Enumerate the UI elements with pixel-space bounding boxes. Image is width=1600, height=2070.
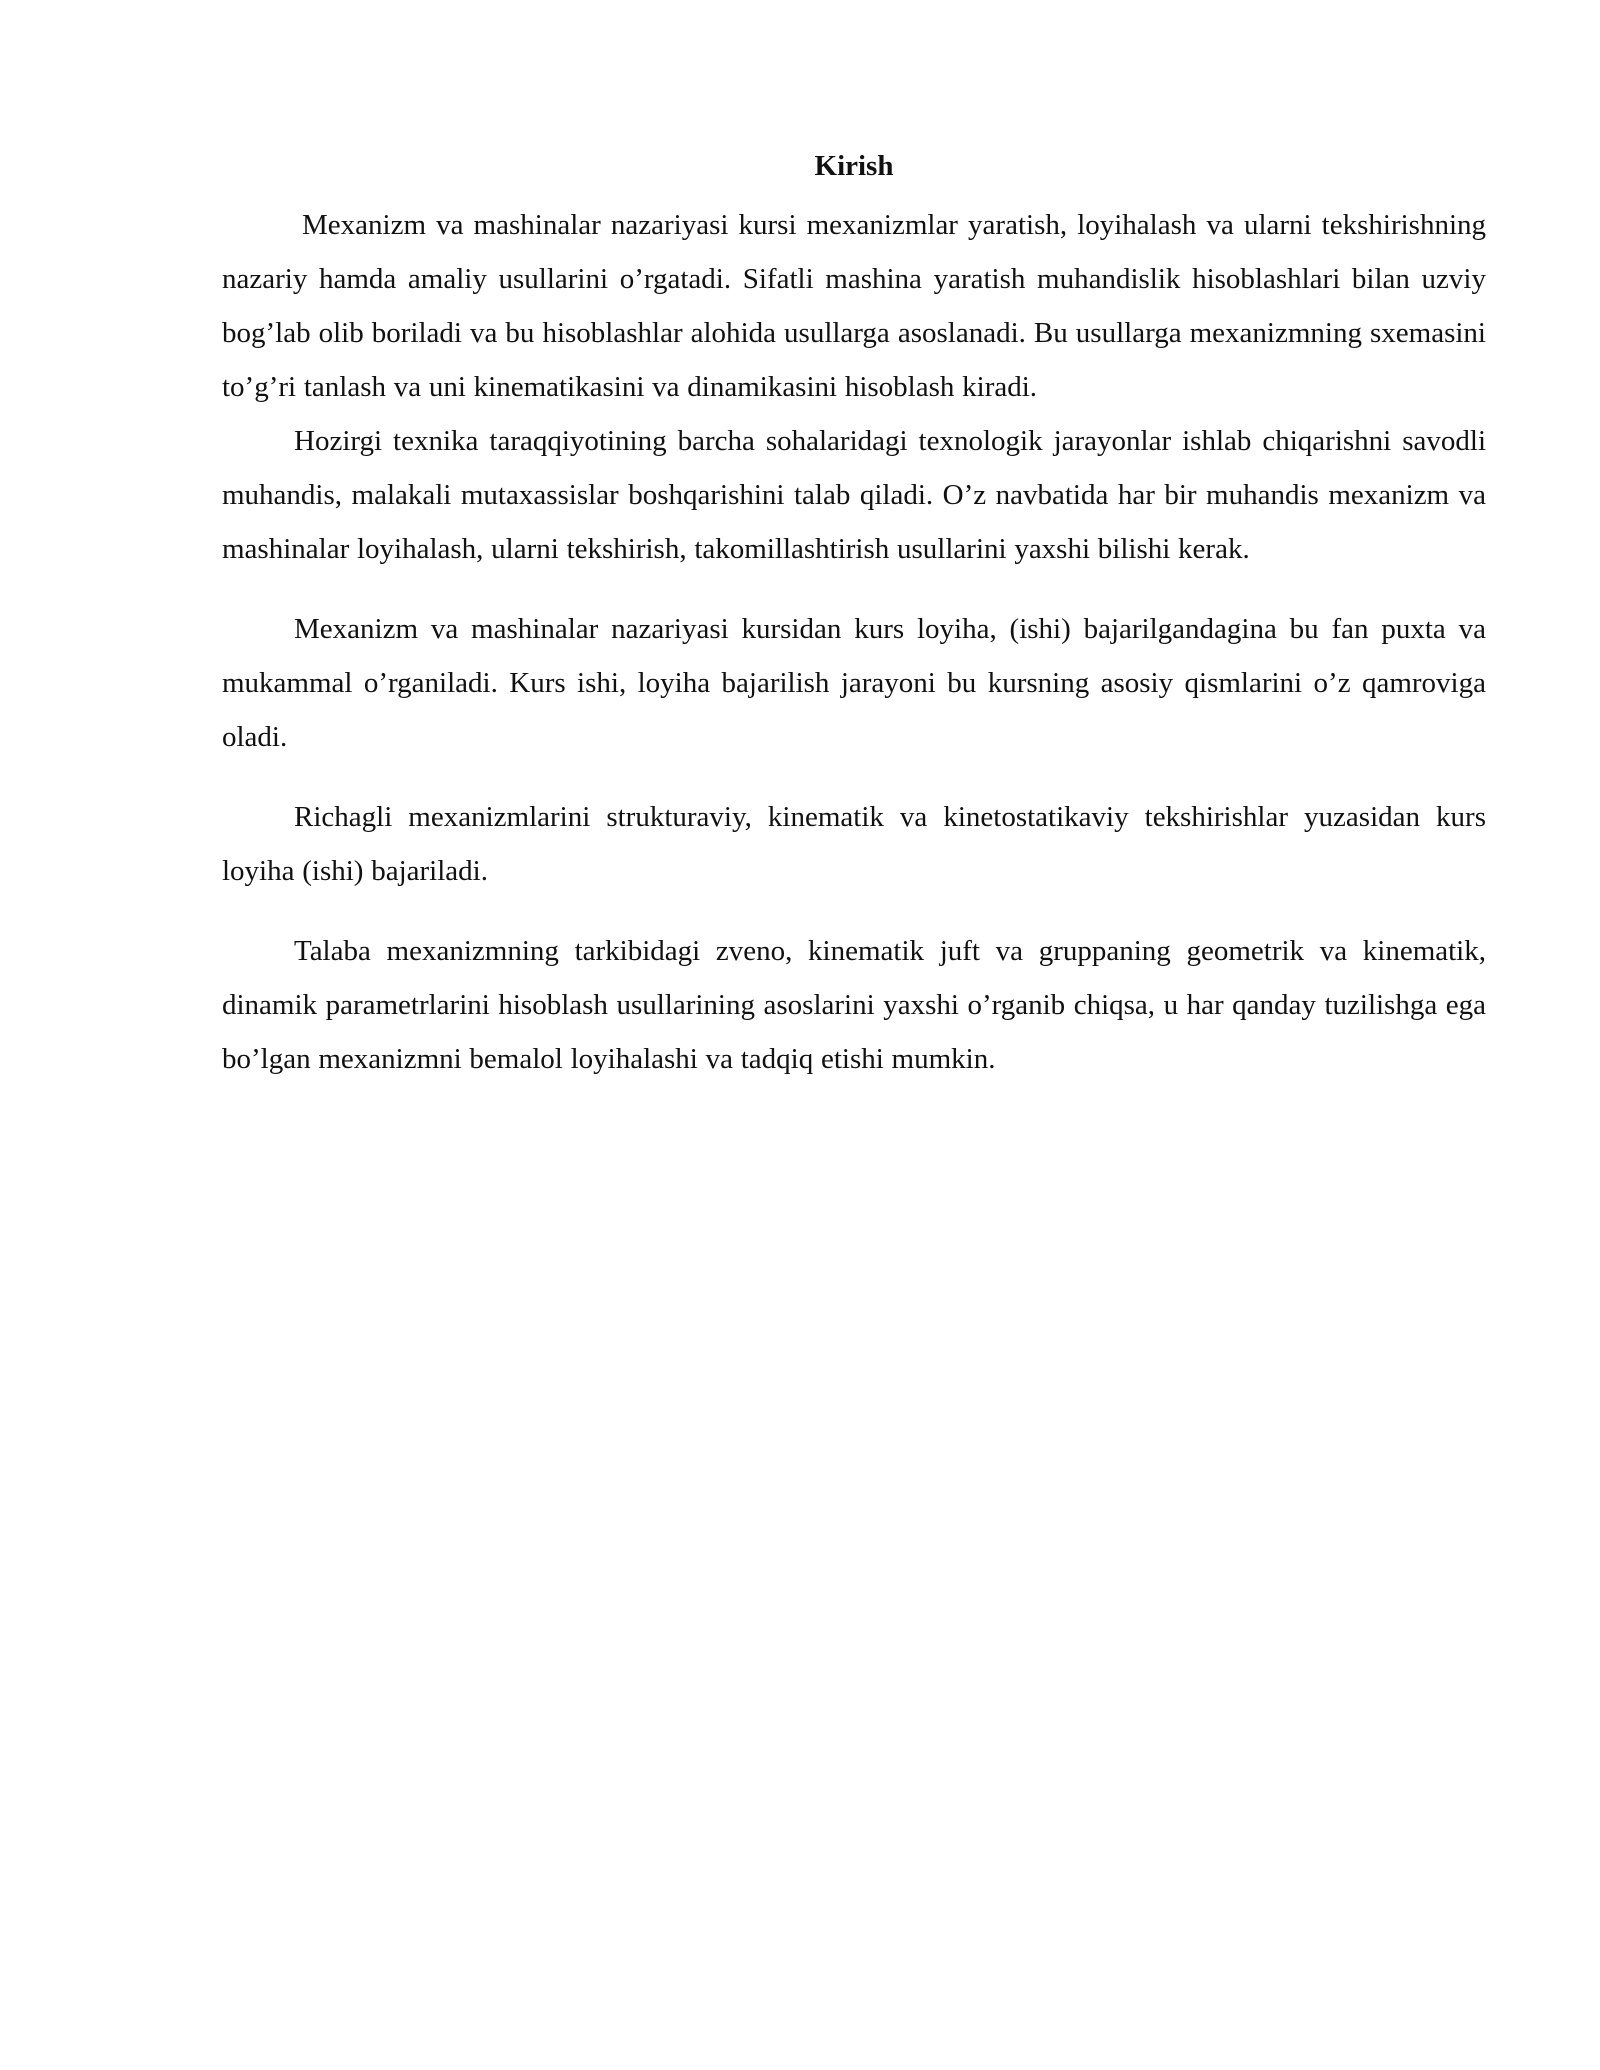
paragraph-2: Hozirgi texnika taraqqiyotining barcha sohalaridagi texnologik jarayonlar ishlab chiqarishni savodli muhandis, malakali mutaxassislar boshqarishini talab qiladi. O’z navbatida har bir muhandis mexanizm va mashinalar loyihalash, ularni tekshirish, takomillashtirish usullarini yaxshi bilishi kerak.: [222, 425, 1486, 565]
document-page: [222, 148, 1486, 1086]
paragraph-4: Richagli mexanizmlarini strukturaviy, kinematik va kinetostatikaviy tekshirishlar yuzasidan kurs loyiha (ishi) bajariladi.: [222, 801, 1486, 887]
paragraph-1: Mexanizm va mashinalar nazariyasi kursi mexanizmlar yaratish, loyihalash va ularni tekshirishning nazariy hamda amaliy usullarini o’rgatadi. Sifatli mashina yaratish muhandislik hisoblashlari bilan uzviy bog’lab olib boriladi va bu hisoblashlar alohida usullarga asoslanadi. Bu usullarga mexanizmning sxemasini to’g’ri tanlash va uni kinematikasini va dinamikasini hisoblash kiradi.: [222, 209, 1486, 403]
paragraph-5: Talaba mexanizmning tarkibidagi zveno, kinematik juft va gruppaning geometrik va kinematik, dinamik parametrlarini hisoblash usullarining asoslarini yaxshi o’rganib chiqsa, u har qanday tuzilishga ega bo’lgan mexanizmni bemalol loyihalashi va tadqiq etishi mumkin.: [222, 935, 1486, 1075]
paragraph-3: Mexanizm va mashinalar nazariyasi kursidan kurs loyiha, (ishi) bajarilgandagina bu fan puxta va mukammal o’rganiladi. Kurs ishi, loyiha bajarilish jarayoni bu kursning asosiy qismlarini o’z qamroviga oladi.: [222, 613, 1486, 753]
page-title: Kirish: [814, 150, 894, 182]
